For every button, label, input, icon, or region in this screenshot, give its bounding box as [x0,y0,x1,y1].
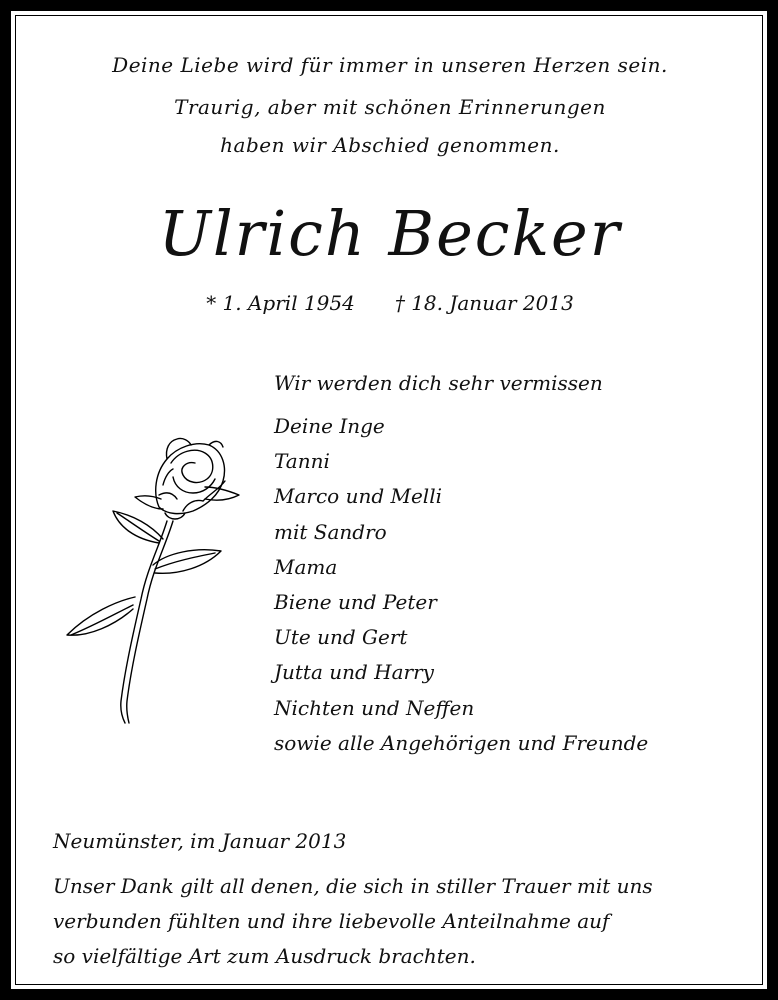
intro-line-2: Traurig, aber mit schönen Erinnerungen [174,95,606,119]
mourner-item: mit Sandro [274,519,387,544]
life-dates [11,291,769,315]
mourner-item: Nichten und Neffen [274,695,475,720]
rose-icon [55,429,245,729]
mourner-item: Deine Inge [274,414,385,438]
death-date: † 18. Januar 2013 [394,291,574,315]
thanks-line-3: so vielfältige Art zum Ausdruck brachten. [53,944,476,968]
mourners-headline: Wir werden dich sehr vermissen [274,371,603,395]
mourner-item: Tanni [274,449,330,474]
mourners-list [274,371,648,761]
intro-line-1: Deine Liebe wird für immer in unseren Herzen sein. [112,53,668,77]
deceased-name: Ulrich Becker [158,197,622,270]
mourner-item: Biene und Peter [274,589,437,614]
mourner-item: Ute und Gert [274,625,408,650]
thanks-paragraph [53,869,733,974]
thanks-line-1: Unser Dank gilt all denen, die sich in stiller Trauer mit uns [53,874,653,898]
mourner-item: Marco und Melli [274,484,442,509]
mourner-item: sowie alle Angehörigen und Freunde [274,730,649,755]
obituary-notice [10,10,768,990]
mourner-item: Mama [274,554,338,579]
place-date: Neumünster, im Januar 2013 [53,829,347,853]
mourner-item: Jutta und Harry [274,660,434,685]
birth-date: * 1. April 1954 [206,291,355,315]
intro-line-3: haben wir Abschied genommen. [220,133,560,157]
thanks-line-2: verbunden fühlten und ihre liebevolle Anteilnahme auf [53,909,610,933]
